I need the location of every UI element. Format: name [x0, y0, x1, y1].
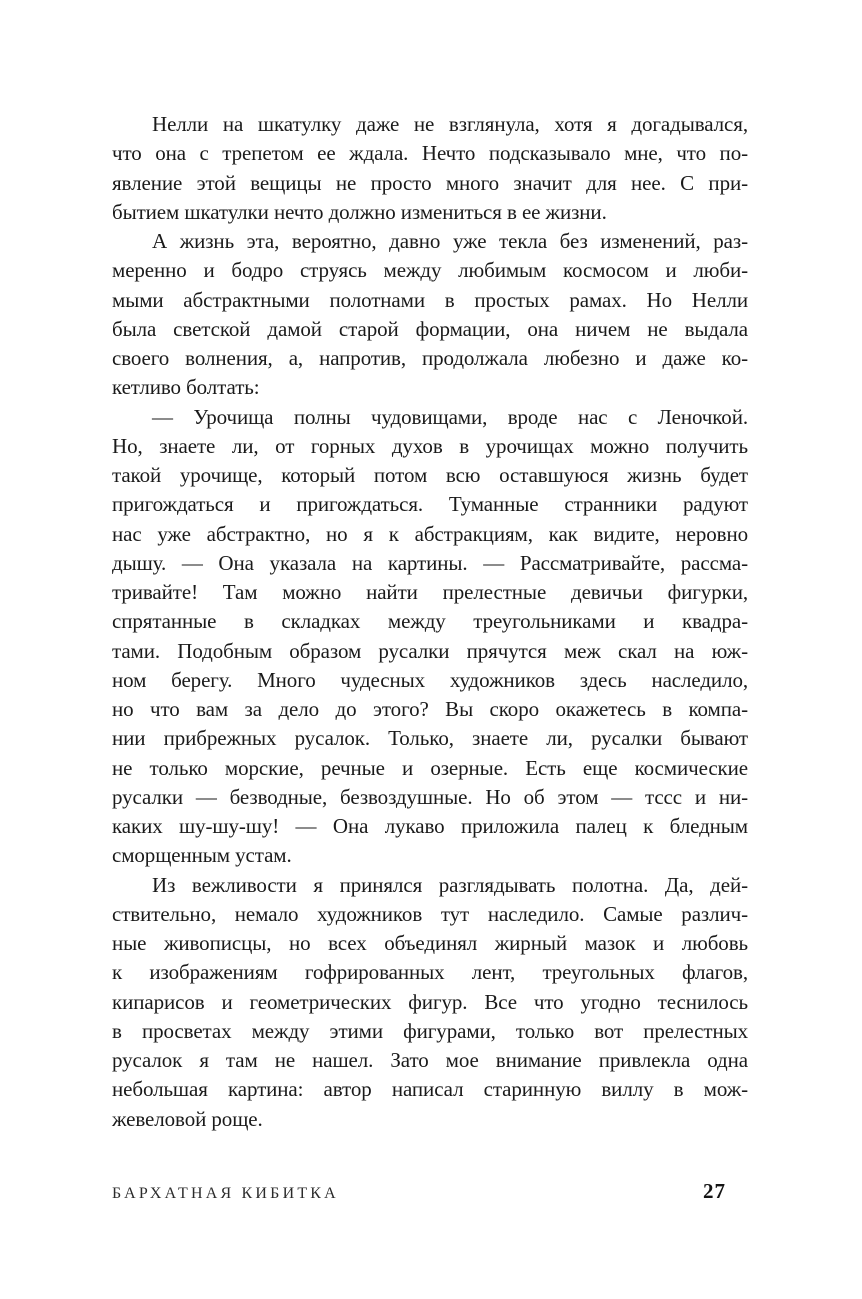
paragraph: [112, 871, 748, 1134]
running-footer: [112, 1179, 726, 1204]
text-line: тривайте! Там можно найти прелестные девичьи фигурки,: [112, 580, 748, 604]
text-line: тами. Подобным образом русалки прячутся меж скал на юж-: [112, 638, 748, 663]
paragraph: [112, 227, 748, 403]
page-number: 27: [703, 1179, 726, 1203]
text-line: небольшая картина: автор написал старинную виллу в мож-: [112, 1077, 748, 1102]
text-line: своего волнения, а, напротив, продолжала любезно и даже ко-: [112, 346, 748, 370]
text-line: кетливо болтать:: [112, 375, 260, 400]
text-line: русалки — безводные, безвоздушные. Но об этом — тссс и ни-: [112, 784, 748, 809]
text-line: спрятанные в складках между треугольниками и квадра-: [112, 609, 748, 634]
text-line: была светской дамой старой формации, она ничем не выдала: [112, 316, 748, 341]
text-line: Из вежливости я принялся разглядывать полотна. Да, дей-: [152, 872, 748, 897]
text-line: жевеловой роще.: [112, 1106, 263, 1131]
text-line: Но, знаете ли, от горных духов в урочищах можно получить: [112, 433, 748, 458]
text-line: явление этой вещицы не просто много значит для нее. С при-: [112, 170, 748, 195]
text-line: каких шу-шу-шу! — Она лукаво приложила палец к бледным: [112, 814, 748, 838]
text-line: нии прибрежных русалок. Только, знаете ли, русалки бывают: [112, 726, 748, 751]
text-line: такой урочище, который потом всю оставшуюся жизнь будет: [112, 463, 748, 487]
text-line: ном берегу. Много чудесных художников здесь наследило,: [112, 667, 748, 692]
text-line: в просветах между этими фигурами, только вот прелестных: [112, 1018, 748, 1043]
text-line: кипарисов и геометрических фигур. Все что угодно теснилось: [112, 989, 748, 1014]
text-line: — Урочища полны чудовищами, вроде нас с Леночкой.: [152, 404, 748, 429]
text-line: А жизнь эта, вероятно, давно уже текла без изменений, раз-: [152, 229, 748, 253]
text-line: пригождаться и пригождаться. Туманные странники радуют: [112, 492, 748, 517]
text-line: русалок я там не нашел. Зато мое внимание привлекла одна: [112, 1048, 748, 1072]
text-line: к изображениям гофрированных лент, треугольных флагов,: [112, 960, 748, 985]
text-line: не только морские, речные и озерные. Есть еще космические: [112, 755, 748, 780]
text-line: бытием шкатулки нечто должно измениться в ее жизни.: [112, 199, 607, 224]
text-line: нас уже абстрактно, но я к абстракциям, как видите, неровно: [112, 521, 748, 546]
text-line: что она с трепетом ее ждала. Нечто подсказывало мне, что по-: [112, 141, 748, 166]
text-line: Нелли на шкатулку даже не взглянула, хотя я догадывался,: [152, 112, 748, 136]
book-title: БАРХАТНАЯ КИБИТКА: [112, 1185, 339, 1202]
text-line: меренно и бодро струясь между любимым космосом и люби-: [112, 258, 748, 283]
paragraph: [112, 403, 748, 871]
text-line: но что вам за дело до этого? Вы скоро окажетесь в компа-: [112, 697, 748, 721]
text-line: дышу. — Она указала на картины. — Рассматривайте, рассма-: [112, 550, 748, 575]
text-line: ствительно, немало художников тут наследило. Самые различ-: [112, 901, 748, 926]
text-line: ные живописцы, но всех объединял жирный мазок и любовь: [112, 931, 748, 955]
text-line: сморщенным устам.: [112, 843, 292, 868]
paragraph: [112, 110, 748, 227]
text-line: мыми абстрактными полотнами в простых рамах. Но Нелли: [112, 287, 748, 312]
page-text-block: [112, 110, 748, 1134]
